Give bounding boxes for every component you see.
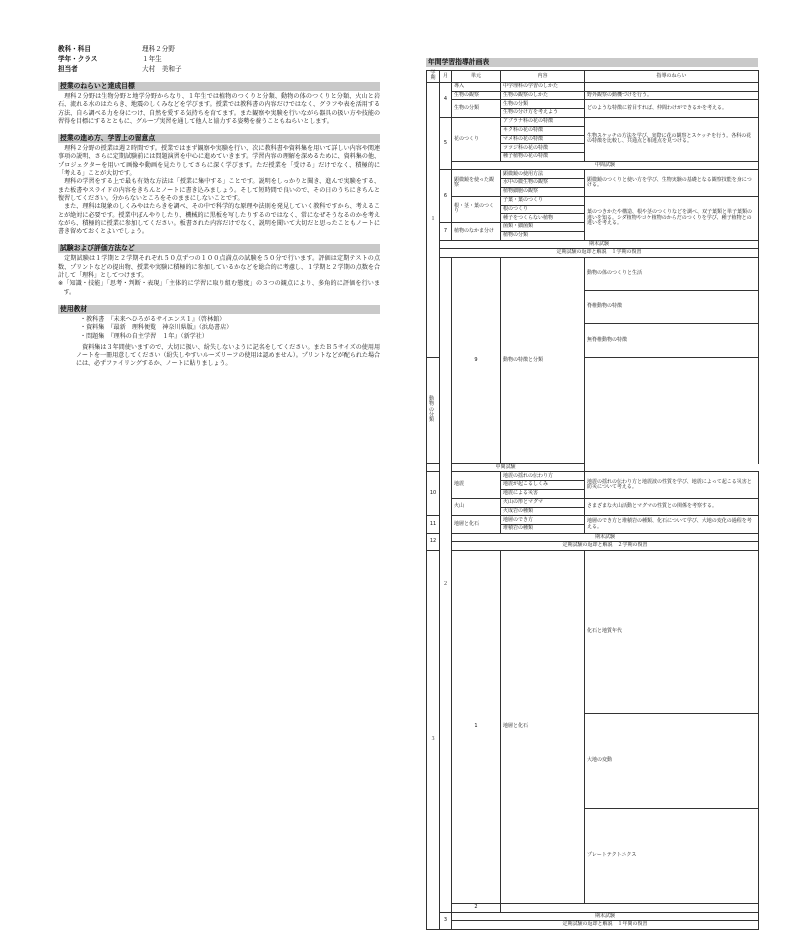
month-cell: 6	[440, 170, 452, 223]
header-unit: 単元	[452, 71, 501, 83]
content-cell: 種子植物の花の特徴	[501, 153, 585, 162]
table-row	[427, 516, 759, 525]
table-row	[427, 91, 759, 100]
unit-cell: 植物のなかま分け	[452, 223, 501, 241]
month-cell: 12	[427, 533, 440, 550]
final-label: 期末試験	[440, 240, 759, 248]
unit-cell: 火山	[452, 498, 501, 516]
content-cell: 菌類・細菌類	[501, 223, 585, 232]
month-cell: 4	[440, 82, 452, 117]
content-cell: 中学理科の学習のしかた	[501, 82, 585, 91]
term-cell: ２	[440, 257, 452, 912]
table-row	[427, 904, 759, 913]
content-cell: 生物の分け方を考えよう	[501, 109, 585, 118]
content-cell: 動物の分類	[427, 357, 440, 463]
content-cell: 動物の体のつくりと生活	[585, 257, 759, 290]
midterm-label: 中間試験	[452, 161, 759, 169]
evaluation-heading: 試験および評価方法など	[58, 244, 380, 253]
term-cell: １	[427, 82, 440, 357]
month-cell: 11	[427, 516, 440, 534]
content-cell: プレートテクトニクス	[585, 809, 759, 904]
goal-cell: 地層のでき方と堆積岩の種類、化石について学び、大地の変化の過程を考える。	[585, 516, 759, 534]
content-cell: マメ科の花の特徴	[501, 135, 585, 144]
content-cell: 生物の分類	[501, 100, 585, 109]
evaluation-note: ※「知識・技能」「思考・判断・表現」「主体的に学習に取り組む態度」の３つの観点により、多角的に評価を行います。	[58, 280, 380, 296]
empty-cell	[501, 904, 759, 913]
content-cell: 脊椎動物の特徴	[585, 290, 759, 323]
content-cell: アブラナ科の花の特徴	[501, 118, 585, 127]
content-cell: 無脊椎動物の特徴	[585, 324, 759, 357]
content-cell: ツツジ科の花の特徴	[501, 144, 585, 153]
review-label: 定期試験の返却と解説 １学期の復習	[440, 249, 759, 257]
materials-heading: 使用教材	[58, 305, 380, 314]
header-goal: 指導のねらい	[585, 71, 759, 83]
goal-cell	[585, 82, 759, 91]
subject-label: 教科・科目	[58, 45, 91, 53]
table-row	[427, 82, 759, 91]
method-paragraph-3: また、理科は現象のしくみやはたらきを調べ、その中で科学的な原理や法則を発見していく教科ですから、考えることが絶対に必要です。授業中ぼんやりしたり、機械的に黒板を写したりするのではなく、常になぜそうなるのかを考えながら、積極的に授業に参加してください。板書された内容だけでなく、説明を聞いて大切だと思ったこともノートに書き留めておくとよいでしょう。	[58, 203, 380, 236]
unit-cell: 根・茎・葉のつくり	[452, 196, 501, 222]
final-label: 期末試験	[452, 533, 759, 541]
unit-cell: 生物の観察	[452, 91, 501, 100]
month-cell: 9	[452, 257, 501, 463]
content-cell: 地震による災害	[501, 489, 585, 498]
plan-title: 年間学習指導計画表	[426, 58, 758, 67]
review-band	[427, 921, 759, 929]
grade-value: １年生	[142, 55, 162, 63]
materials-list	[58, 316, 380, 341]
exam-band	[427, 240, 759, 248]
unit-cell: 顕微鏡を使った観察	[452, 170, 501, 196]
exam-band	[427, 533, 759, 541]
table-row	[427, 170, 759, 179]
content-cell: 堆積岩の種類	[501, 525, 585, 534]
grade-row	[58, 54, 380, 64]
header-month: 月	[440, 71, 452, 83]
header-content: 内容	[501, 71, 585, 83]
month-cell: 5	[440, 118, 452, 170]
header-term: 学期	[427, 71, 440, 83]
content-cell: 地層のでき方	[501, 516, 585, 525]
unit-cell: 地層と化石	[452, 516, 501, 534]
content-cell: 種子をつくらない植物	[501, 214, 585, 223]
material-item: ・教科書 『未来へひろがるサイエンス１』（啓林館）	[80, 315, 226, 323]
goal-cell: 野外観察の動機づけを行う。	[585, 91, 759, 100]
unit-cell: 動物の特徴と分類	[501, 257, 585, 463]
month-cell: 3	[440, 912, 452, 929]
grade-label: 学年・クラス	[58, 55, 98, 63]
month-cell: 2	[452, 904, 501, 913]
material-item: ・資料集 『最新 理科便覧 神奈川県版』（浜島書店）	[80, 324, 233, 332]
term-cell: ３	[427, 550, 440, 929]
content-cell: 地震が起こるしくみ	[501, 481, 585, 490]
content-cell: 根のつくり	[501, 205, 585, 214]
content-cell: 火山の形とマグマ	[501, 498, 585, 507]
table-row	[427, 196, 759, 205]
method-paragraph-1: 理科２分野の授業は週２時間です。授業ではまず観察や実験を行い、次に教科書や資料集を用いて詳しい内容や関連事項の説明、さらに定期試験前には問題演習を中心に進めていきます。学習内容の理解を深めるために、資料集の他、プロジェクターを用いて画像や動画を見たりしてさらに深く学びます。ただ授業を「受ける」だけでなく、積極的に「考える」ことが大切です。	[58, 145, 380, 178]
review-label: 定期試験の返却と解説 ２学期の復習	[452, 542, 759, 550]
content-cell: 植物の分類	[501, 231, 585, 240]
subject-row	[58, 44, 380, 54]
plan-table	[426, 70, 759, 930]
evaluation-text: 定期試験は１学期と２学期それぞれ５０点ずつの１００点満点の試験を５０分で行います。評価は定期テストの点数、プリントなどの提出物、授業や実験に積極的に参加しているかなどを総合的に考慮し、１学期と２学期の点数を合計して「理科」としてつけます。	[58, 255, 380, 280]
table-row	[427, 118, 759, 127]
review-band	[427, 249, 759, 257]
final-label: 期末試験	[452, 912, 759, 920]
content-cell: 地震の揺れの伝わり方	[501, 472, 585, 481]
content-cell: 火成岩の種類	[501, 507, 585, 516]
aims-heading: 授業のねらいと達成目標	[58, 82, 380, 91]
table-row	[427, 498, 759, 507]
unit-cell: 地震	[452, 472, 501, 498]
review-band	[427, 542, 759, 550]
goal-cell: 顕微鏡のつくりと使い方を学び、生物実験の基礎となる観察技能を身につける。	[585, 170, 759, 196]
month-cell: 7	[440, 223, 452, 241]
plan-header-row	[427, 71, 759, 83]
teacher-row	[58, 64, 380, 74]
subject-value: 理科２分野	[142, 45, 175, 53]
unit-cell: 地層と化石	[501, 550, 585, 903]
midterm-label: 中間試験	[427, 463, 585, 471]
unit-cell: 導入	[452, 82, 501, 91]
content-cell: 植物細胞の観察	[501, 187, 585, 196]
goal-cell: 生物スケッチの方法を学び、実際に花の観察とスケッチを行う。各科の花の特徴を比較し、共通点と相違点を見つける。	[585, 118, 759, 162]
content-cell: 水中の微生物の観察	[501, 179, 585, 188]
unit-cell: 生物の分類	[452, 100, 501, 118]
exam-band	[427, 463, 759, 471]
content-cell: 子葉・葉のつくり	[501, 196, 585, 205]
teacher-label: 担当者	[58, 65, 78, 73]
exam-band	[427, 912, 759, 920]
exam-band	[427, 161, 759, 169]
materials-note: 資料集は３年間使いますので、大切に扱い、紛失しないように記名をしてください。またＢ５サイズの使用用ノートを一冊用意してください（紛失しやすいルーズリーフの使用は認めません）。プリントなどが配られた場合には、必ずファイリングするか、ノートに貼りましょう。	[76, 343, 380, 368]
content-cell: 化石と地質年代	[585, 550, 759, 713]
table-row	[427, 550, 759, 713]
month-cell: 10	[427, 472, 440, 516]
aims-text: 理科２分野は生物分野と地学分野からなり、１年生では植物のつくりと分類、動物の体のつくりと分類、火山と岩石、流れる水のはたらき、地震のしくみなどを学びます。授業では教科書の内容だけではなく、グラフや表を活用する方法、自ら調べる力を身につけ、自然を愛する気持ちを育てます。また観察や実験を行いながら器具の扱い方や技能の習得を目標にするとともに、グループ実習を通して他人と協力する姿勢を養うこともねらいとします。	[58, 93, 380, 125]
teacher-value: 大村 美和子	[142, 65, 182, 73]
goal-cell: 地震の揺れの伝わり方と地震波の性質を学び、地震によって起こる災害と防災について考える。	[585, 472, 759, 498]
table-row	[427, 100, 759, 109]
annual-plan	[426, 58, 758, 930]
goal-cell: 葉のつきかたや構造、根や茎のつくりなどを調べ、双子葉類と単子葉類の違いを知る。シダ植物やコケ植物のからだのつくりを学び、種子植物との違いを考える。	[585, 196, 759, 240]
content-cell: 生物の観察のしかた	[501, 91, 585, 100]
table-row	[427, 257, 759, 290]
syllabus-left-column	[58, 44, 380, 369]
content-cell: 顕微鏡の使用方法	[501, 170, 585, 179]
material-item: ・問題集 『理科の自主学習 １年』（新学社）	[80, 332, 208, 340]
month-cell: 1	[452, 550, 501, 903]
content-cell: 大地の変動	[585, 713, 759, 808]
review-label: 定期試験の返却と解説 １年間の復習	[452, 921, 759, 929]
unit-cell: 花のつくり	[452, 118, 501, 162]
table-row	[427, 472, 759, 481]
method-heading: 授業の進め方、学習上の留意点	[58, 134, 380, 143]
method-paragraph-2: 理科の学習をする上で最も有効な方法は「授業に集中する」ことです。説明をしっかりと聞き、進んで実験をする、また板書やスライドの内容をきちんとノートに書き込みましょう。そして短時間で良いので、その日のうちにきちんと復習してください。分からないところをそのままにしないことです。	[58, 178, 380, 202]
content-cell: キク科の花の特徴	[501, 126, 585, 135]
goal-cell: さまざまな火山活動とマグマの性質との関係を考察する。	[585, 498, 759, 516]
goal-cell: どのような特徴に着目すれば、仲間わけができるかを考える。	[585, 100, 759, 118]
